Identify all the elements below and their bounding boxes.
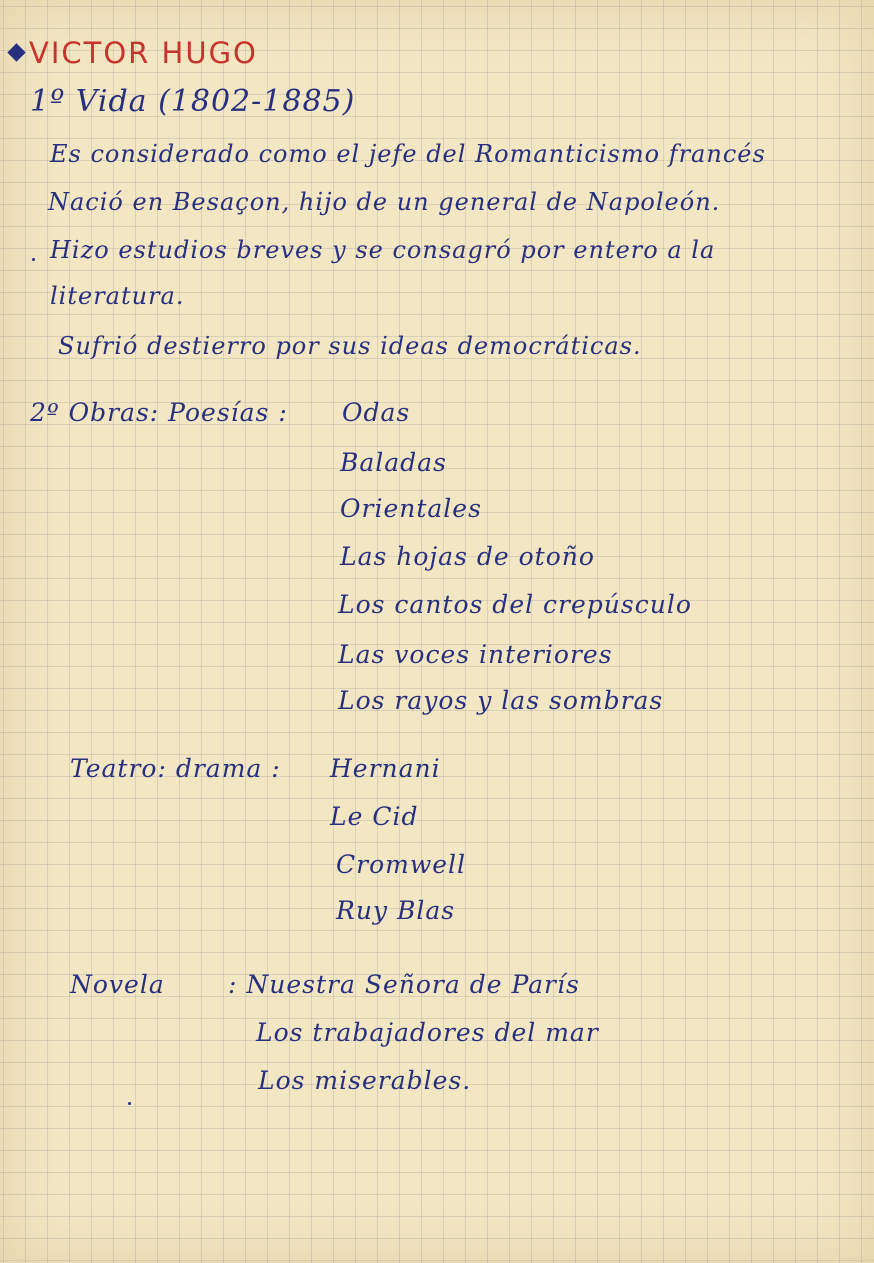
poesia-item: Los rayos y las sombras <box>338 686 664 715</box>
vida-line-4: literatura. <box>50 282 185 310</box>
teatro-item: Hernani <box>330 754 441 783</box>
poesia-item: Las voces interiores <box>338 640 613 669</box>
poesia-item: Las hojas de otoño <box>340 542 595 571</box>
teatro-item: Ruy Blas <box>336 896 456 925</box>
page-title <box>10 36 258 70</box>
diamond-bullet-icon <box>7 43 25 61</box>
novela-label: Novela <box>70 970 165 999</box>
vida-line-3: Hizo estudios breves y se consagró por entero a la <box>50 236 716 264</box>
poesia-item: Orientales <box>340 494 482 523</box>
teatro-item: Cromwell <box>336 850 467 879</box>
poesia-item: Baladas <box>340 448 447 477</box>
obras-heading: 2º Obras: Poesías : <box>30 398 288 427</box>
ink-dot <box>128 1102 131 1105</box>
novela-item: Los trabajadores del mar <box>256 1018 599 1047</box>
teatro-label: Teatro: drama : <box>70 754 281 783</box>
poesia-item: Odas <box>342 398 411 427</box>
title-text: VICTOR HUGO <box>29 36 258 70</box>
novela-item: : Nuestra Señora de París <box>228 970 580 999</box>
vida-line-2: Nació en Besaçon, hijo de un general de Napoleón. <box>48 188 721 216</box>
vida-heading: 1º Vida (1802-1885) <box>30 84 356 119</box>
novela-item: Los miserables. <box>258 1066 472 1095</box>
poesia-item: Los cantos del crepúsculo <box>338 590 692 619</box>
vida-line-1: Es considerado como el jefe del Romanticismo francés <box>50 140 766 168</box>
vida-line-5: Sufrió destierro por sus ideas democráticas. <box>58 332 642 360</box>
ink-dot <box>32 258 35 261</box>
teatro-item: Le Cid <box>330 802 419 831</box>
